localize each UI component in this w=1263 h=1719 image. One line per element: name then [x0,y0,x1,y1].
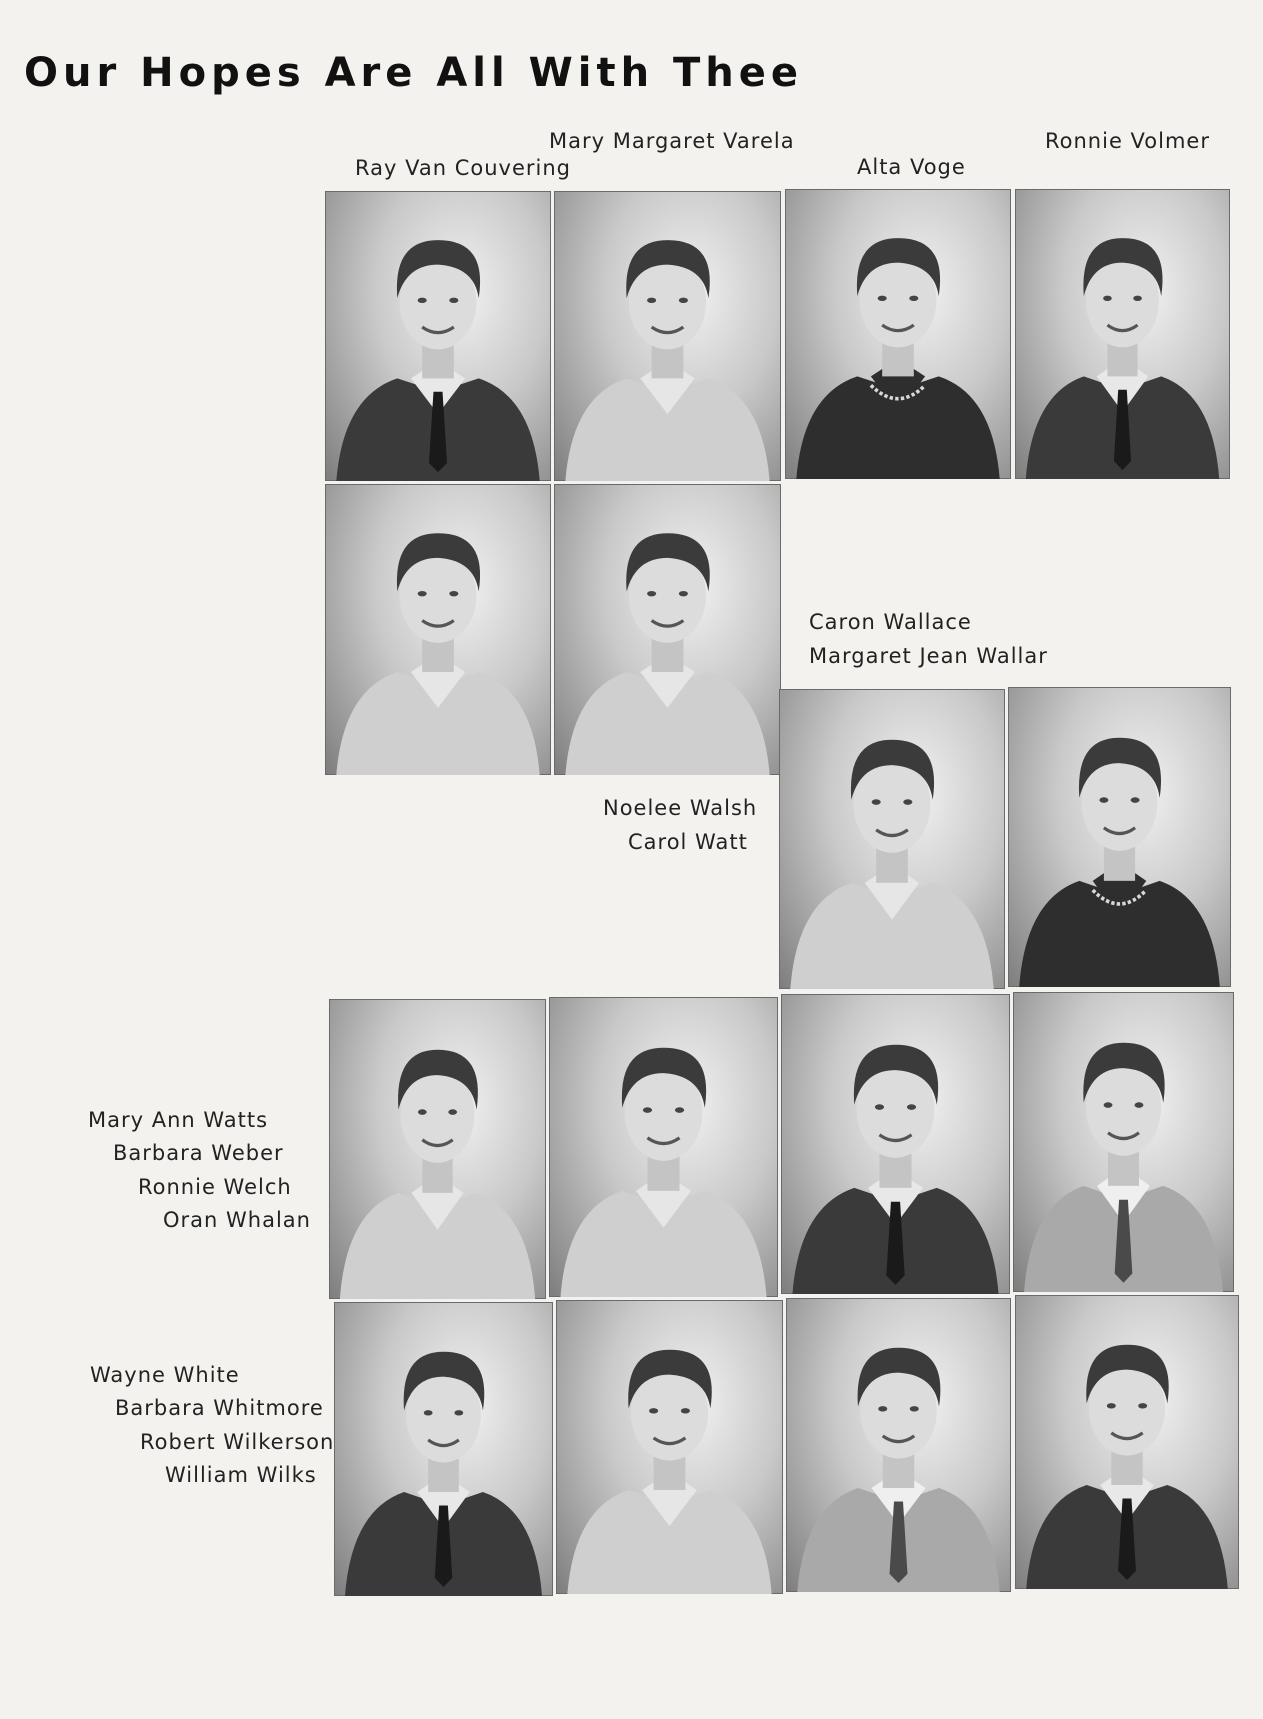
portrait-eye [878,1406,887,1411]
portrait-silhouette [785,189,1011,479]
portrait-eye [679,298,688,303]
portrait-eye [1107,1403,1116,1408]
portrait-eye [424,1410,433,1415]
portrait-photo [334,1302,553,1596]
portrait-eye [454,1410,463,1415]
portrait-eye [449,591,458,596]
caption-robert-wilkerson: Robert Wilkerson [140,1430,335,1454]
portrait-silhouette [325,191,551,481]
portrait-photo [779,689,1005,989]
portrait-photo [554,484,781,775]
caption-wayne-white: Wayne White [90,1363,240,1387]
caption-carol-watt: Carol Watt [628,830,748,854]
portrait-photo [329,999,546,1299]
portrait-eye [872,799,881,805]
portrait-photo [1015,1295,1239,1589]
portrait-photo [1008,687,1231,987]
portrait-eye [448,1109,457,1115]
portrait-silhouette [1015,189,1230,479]
portrait-photo [325,484,551,775]
portrait-eye [649,1408,658,1413]
portrait-photo [785,189,1011,479]
portrait-photo [1015,189,1230,479]
portrait-silhouette [334,1302,553,1596]
portrait-silhouette [1015,1295,1239,1589]
caption-ray-van-couvering: Ray Van Couvering [355,156,571,180]
page-title: Our Hopes Are All With Thee [24,50,804,96]
portrait-eye [903,799,912,805]
portrait-photo [325,191,551,481]
portrait-eye [1103,296,1112,301]
caption-margaret-jean-wallar: Margaret Jean Wallar [809,644,1048,668]
portrait-eye [907,1104,916,1110]
portrait-eye [878,296,887,301]
caption-caron-wallace: Caron Wallace [809,610,972,634]
portrait-photo [781,994,1010,1294]
portrait-silhouette [329,999,546,1299]
portrait-eye [418,298,427,303]
portrait-eye [418,1109,427,1115]
portrait-eye [679,591,688,596]
portrait-eye [675,1107,684,1113]
portrait-silhouette [556,1300,783,1594]
portrait-eye [1133,296,1142,301]
portrait-eye [1138,1403,1147,1408]
portrait-silhouette [554,484,781,775]
caption-mary-ann-watts: Mary Ann Watts [88,1108,269,1132]
portrait-eye [449,298,458,303]
portrait-silhouette [781,994,1010,1294]
portrait-eye [909,296,918,301]
caption-noelee-walsh: Noelee Walsh [603,796,758,820]
caption-barbara-whitmore: Barbara Whitmore [115,1396,324,1420]
caption-ronnie-welch: Ronnie Welch [138,1175,292,1199]
portrait-silhouette [554,191,781,481]
portrait-silhouette [325,484,551,775]
portrait-eye [875,1104,884,1110]
caption-mary-margaret-varela: Mary Margaret Varela [549,129,795,153]
portrait-eye [910,1406,919,1411]
portrait-eye [681,1408,690,1413]
portrait-eye [418,591,427,596]
caption-barbara-weber: Barbara Weber [113,1141,284,1165]
caption-william-wilks: William Wilks [165,1463,317,1487]
portrait-silhouette [549,997,778,1297]
portrait-eye [647,298,656,303]
portrait-eye [1104,1102,1113,1108]
portrait-eye [1131,797,1140,803]
portrait-eye [1135,1102,1144,1108]
portrait-photo [786,1298,1011,1592]
caption-oran-whalan: Oran Whalan [163,1208,311,1232]
portrait-eye [1099,797,1108,803]
portrait-silhouette [1013,992,1234,1292]
portrait-photo [556,1300,783,1594]
portrait-eye [647,591,656,596]
portrait-silhouette [1008,687,1231,987]
caption-ronnie-volmer: Ronnie Volmer [1045,129,1210,153]
portrait-photo [549,997,778,1297]
portrait-silhouette [779,689,1005,989]
portrait-silhouette [786,1298,1011,1592]
portrait-photo [554,191,781,481]
portrait-eye [643,1107,652,1113]
portrait-photo [1013,992,1234,1292]
caption-alta-voge: Alta Voge [857,155,966,179]
